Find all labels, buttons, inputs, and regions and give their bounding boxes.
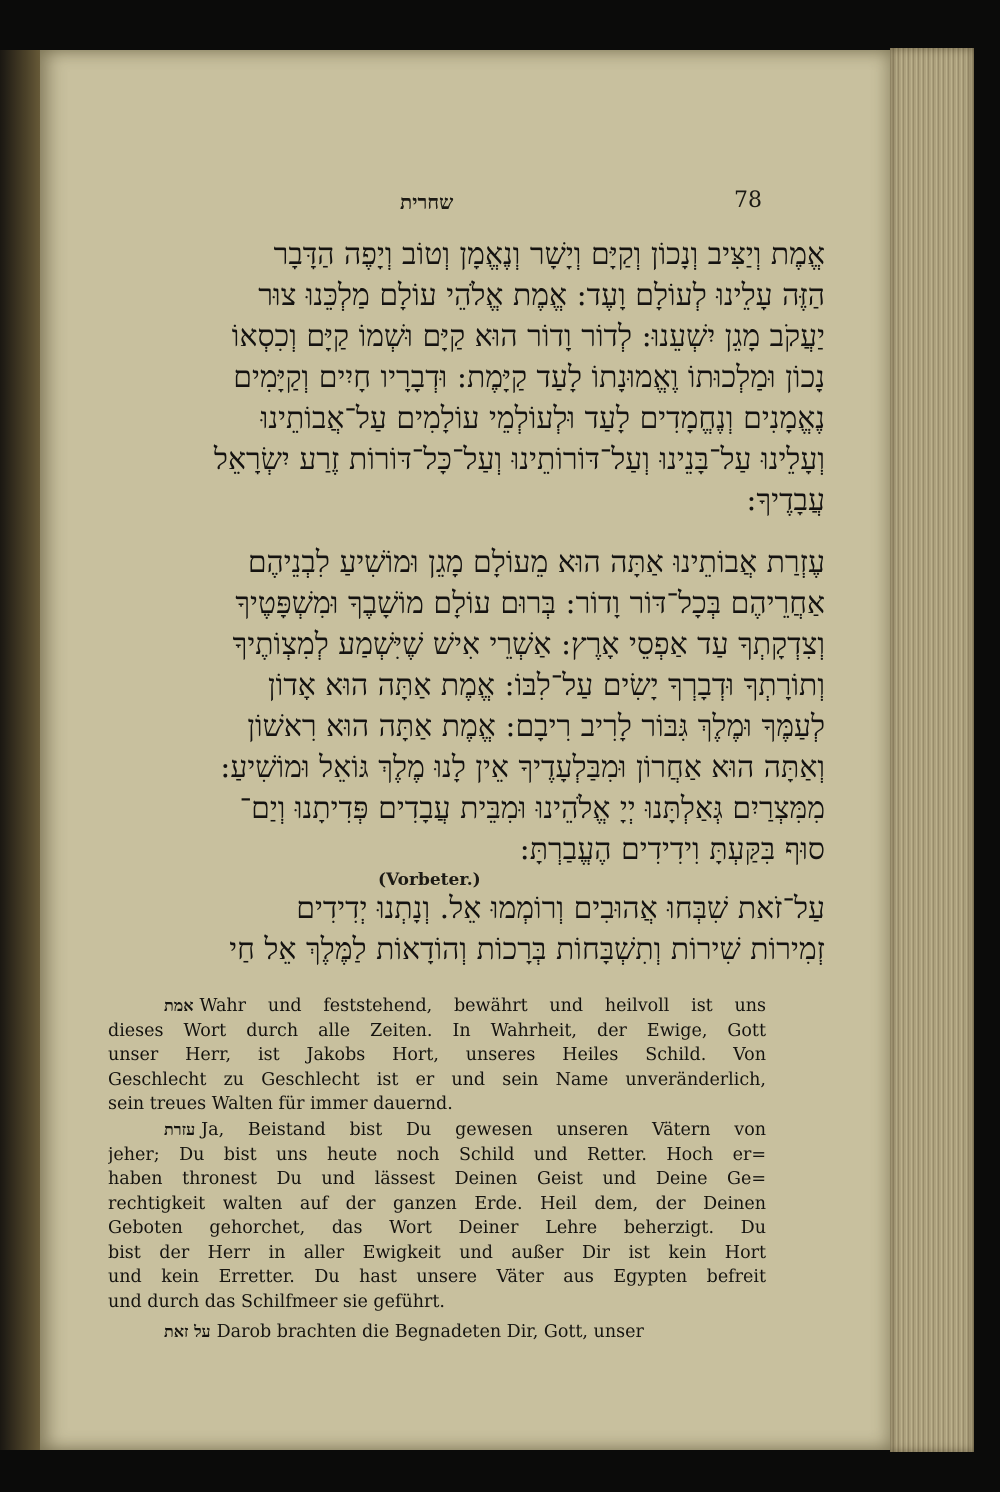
german-line: rechtigkeit walten auf der ganzen Erde. Heil dem, der Deinen <box>108 1193 766 1214</box>
hebrew-paragraph-ezrat <box>95 542 825 870</box>
german-line: Geboten gehorchet, das Wort Deiner Lehre beherzigt. Du <box>108 1218 766 1238</box>
hebrew-paragraph-al-zot <box>95 888 825 970</box>
hebrew-line: עַל־זֹאת שִׁבְּחוּ אֲהוּבִים וְרוֹמְמוּ אֵל. וְנָתְנוּ יְדִידִים <box>296 891 825 926</box>
hebrew-line: נָכוֹן וּמַלְכוּתוֹ וֶאֱמוּנָתוֹ לָעַד קַיָּמֶת: וּדְבָרָיו חָיִים וְקַיָּמִים <box>233 360 825 395</box>
hebrew-cue-word: על זאת <box>164 1322 211 1341</box>
german-line <box>108 994 766 1019</box>
hebrew-cue-word: אמת <box>164 996 194 1015</box>
book-left-margin <box>0 50 42 1450</box>
hebrew-line: וְאַתָּה הוּא אַחֲרוֹן וּמִבַּלְעָדֶיךָ אֵין לָנוּ מֶלֶךְ גּוֹאֵל וּמוֹשִׁיעַ: <box>220 750 825 785</box>
hebrew-cue-word: עזרת <box>164 1120 196 1139</box>
hebrew-paragraph-emet <box>95 234 825 521</box>
hebrew-line: אֱמֶת וְיַצִּיב וְנָכוֹן וְקַיָּם וְיָשָׁר וְנֶאֱמָן וְטוֹב וְיָפֶה הַדָּבָר <box>273 237 825 272</box>
hebrew-line: זְמִירוֹת שִׁירוֹת וְתִשְׁבָּחוֹת בְּרָכוֹת וְהוֹדָאוֹת לַמֶּלֶךְ אֵל חַי <box>229 932 825 967</box>
german-line <box>108 1320 766 1345</box>
german-line: unser Herr, ist Jakobs Hort, unseres Heiles Schild. Von <box>108 1045 766 1065</box>
german-line: dieses Wort durch alle Zeiten. In Wahrheit, der Ewige, Gott <box>108 1020 766 1041</box>
german-line-text: Darob brachten die Begnadeten Dir, Gott, unser <box>216 1322 644 1342</box>
german-translation-ezrat <box>108 1118 766 1314</box>
german-line: jeher; Du bist uns heute noch Schild und Retter. Hoch er= <box>108 1144 766 1165</box>
hebrew-line: אַחֲרֵיהֶם בְּכָל־דּוֹר וָדוֹר: בְּרוּם עוֹלָם מוֹשָׁבֶךָ וּמִשְׁפָּטֶיךָ <box>235 586 825 621</box>
german-translation-al-zot <box>108 1320 766 1345</box>
hebrew-line: הַזֶּה עָלֵינוּ לְעוֹלָם וָעֶד: אֱמֶת אֱלֹהֵי עוֹלָם מַלְכֵּנוּ צוּר <box>258 278 825 313</box>
german-line: und durch das Schilfmeer sie geführt. <box>108 1291 445 1312</box>
hebrew-line: לְעַמֶּךָ וּמֶלֶךְ גִּבּוֹר לָרִיב רִיבָם: אֱמֶת אַתָּה הוּא רִאשׁוֹן <box>247 709 825 744</box>
german-translation-emet <box>108 994 766 1117</box>
hebrew-line: יַעֲקֹב מָגֵן יִשְׁעֵנוּ: לְדוֹר וָדוֹר הוּא קַיָּם וּשְׁמוֹ קַיָּם וְכִסְאוֹ <box>231 319 825 354</box>
hebrew-line: עֶזְרַת אֲבוֹתֵינוּ אַתָּה הוּא מֵעוֹלָם מָגֵן וּמוֹשִׁיעַ לִבְנֵיהֶם <box>247 545 825 580</box>
german-line-text: Ja, Beistand bist Du gewesen unseren Vätern von <box>201 1120 766 1140</box>
hebrew-line: מִמִּצְרַיִם גְּאַלְתָּנוּ יְיָ אֱלֹהֵינוּ וּמִבֵּית עֲבָדִים פְּדִיתָנוּ וְיַם־ <box>239 791 825 826</box>
hebrew-line: וְתוֹרָתְךָ וּדְבָרְךָ יָשִׂים עַל־לִבּוֹ: אֱמֶת אַתָּה הוּא אָדוֹן <box>268 668 825 703</box>
page-number: 78 <box>734 188 762 213</box>
page-header <box>40 188 890 228</box>
german-line-text: Wahr und feststehend, bewährt und heilvoll ist uns <box>199 996 766 1016</box>
hebrew-line: סוּף בִּקַּעְתָּ וִידִידִים הֶעֱבַרְתָּ: <box>519 832 825 867</box>
german-line: bist der Herr in aller Ewigkeit und außer Dir ist kein Hort <box>108 1242 766 1263</box>
german-line: und kein Erretter. Du hast unsere Väter aus Egypten befreit <box>108 1267 766 1287</box>
hebrew-line: עֲבָדֶיךָ: <box>746 483 825 518</box>
german-line: sein treues Walten für immer dauernd. <box>108 1094 453 1114</box>
german-line <box>108 1118 766 1143</box>
hebrew-line: וְעָלֵינוּ עַל־בָּנֵינוּ וְעַל־דּוֹרוֹתֵינוּ וְעַל־כָּל־דּוֹרוֹת זֶרַע יִשְׂרָאֵל <box>213 442 825 477</box>
hebrew-line: נֶאֱמָנִים וְנֶחֱמָדִים לָעַד וּלְעוֹלְמֵי עוֹלָמִים עַל־אֲבוֹתֵינוּ <box>260 401 825 436</box>
hebrew-line: וְצִדְקָתְךָ עַד אַפְסֵי אָרֶץ: אַשְׁרֵי אִישׁ שֶׁיִּשְׁמַע לְמִצְוֹתֶיךָ <box>232 627 825 662</box>
german-line: haben thronest Du und lässest Deinen Geist und Deine Ge= <box>108 1169 766 1189</box>
page-stack-edges <box>890 48 974 1452</box>
vorbeter-label: (Vorbeter.) <box>378 870 481 890</box>
german-line: Geschlecht zu Geschlecht ist er und sein Name unveränderlich, <box>108 1069 766 1090</box>
running-head: שחרית <box>400 190 454 214</box>
